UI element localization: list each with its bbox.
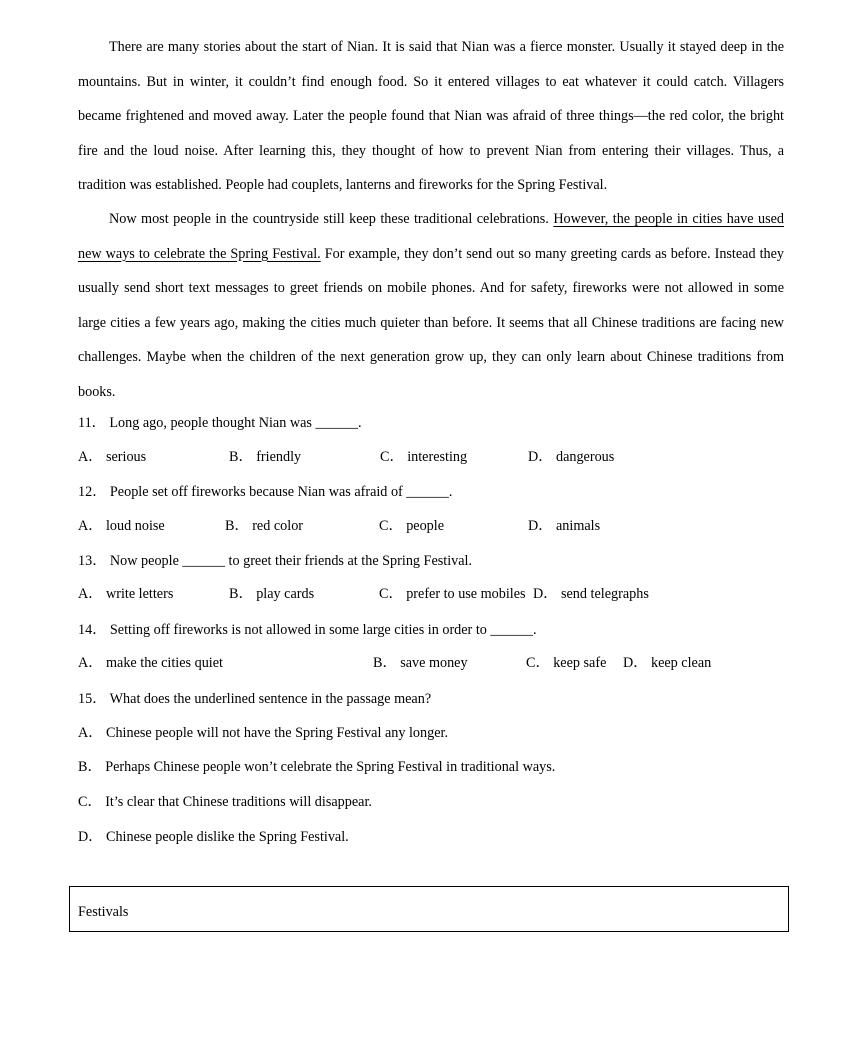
passage-paragraph-1: There are many stories about the start of Nian. It is said that Nian was a fierce monster. Usually it stayed deep in the mountains. But in winter, it couldn’t find enough food. So it entered villages to eat whatever it could catch. Villagers became frightened and moved away. Later the people found that Nian was afraid of three things—the red color, the bright fire and the loud noise. After learning this, they thought of how to prevent Nian from entering their villages. Thus, a tradition was established. People had couplets, lanterns and fireworks for the Spring Festival. [78,39,784,193]
question-15-option-c[interactable]: C． It’s clear that Chinese traditions will disappear. [78,794,372,810]
question-14-option-d[interactable]: D． keep clean [623,655,712,671]
underlined-sentence: However, the people in cities have used new ways to celebrate the Spring Festival. [78,211,785,262]
question-11-option-a[interactable]: A． serious [78,449,147,465]
question-14-stem: 14． Setting off fireworks is not allowed in some large cities in order to ______. [78,622,537,638]
question-14-option-c[interactable]: C． keep safe [526,655,607,671]
question-13-option-c[interactable]: C． prefer to use mobiles [379,586,526,602]
question-15-option-b[interactable]: B． Perhaps Chinese people won’t celebrate the Spring Festival in traditional ways. [78,759,556,775]
question-12-stem: 12． People set off fireworks because Nian was afraid of ______. [78,484,453,500]
passage-paragraph-2 [78,202,784,409]
passage-paragraph-2-end: For example, they don’t send out so many greeting cards as before. Instead they usually send short text messages to greet friends on mobile phones. And for safety, fireworks were not allowed in some large cities a few years ago, making the cities much quieter than before. It seems that all Chinese traditions are facing new challenges. Maybe when the children of the next generation grow up, they can only learn about Chinese traditions from books. [78,245,784,400]
question-12-option-d[interactable]: D． animals [528,518,601,534]
question-13-option-d[interactable]: D． send telegraphs [533,586,649,602]
festivals-label: Festivals [78,904,129,920]
festivals-box [69,886,789,932]
question-12-option-b[interactable]: B． red color [225,518,304,534]
question-13-stem: 13． Now people ______ to greet their friends at the Spring Festival. [78,553,473,569]
question-13-option-a[interactable]: A． write letters [78,586,174,602]
question-12-option-a[interactable]: A． loud noise [78,518,165,534]
question-11-option-c[interactable]: C． interesting [380,449,468,465]
question-11-option-d[interactable]: D． dangerous [528,449,615,465]
question-15-option-a[interactable]: A． Chinese people will not have the Spring Festival any longer. [78,725,448,741]
question-13-option-b[interactable]: B． play cards [229,586,315,602]
question-15-option-d[interactable]: D． Chinese people dislike the Spring Festival. [78,829,349,845]
question-14-option-b[interactable]: B． save money [373,655,468,671]
question-15-stem: 15． What does the underlined sentence in the passage mean? [78,691,432,707]
question-14-option-a[interactable]: A． make the cities quiet [78,655,223,671]
question-12-option-c[interactable]: C． people [379,518,445,534]
question-11-option-b[interactable]: B． friendly [229,449,302,465]
question-11-stem: 11． Long ago, people thought Nian was ______. [78,415,362,431]
passage-paragraph-2-start: Now most people in the countryside still keep these traditional celebrations. [109,211,554,227]
